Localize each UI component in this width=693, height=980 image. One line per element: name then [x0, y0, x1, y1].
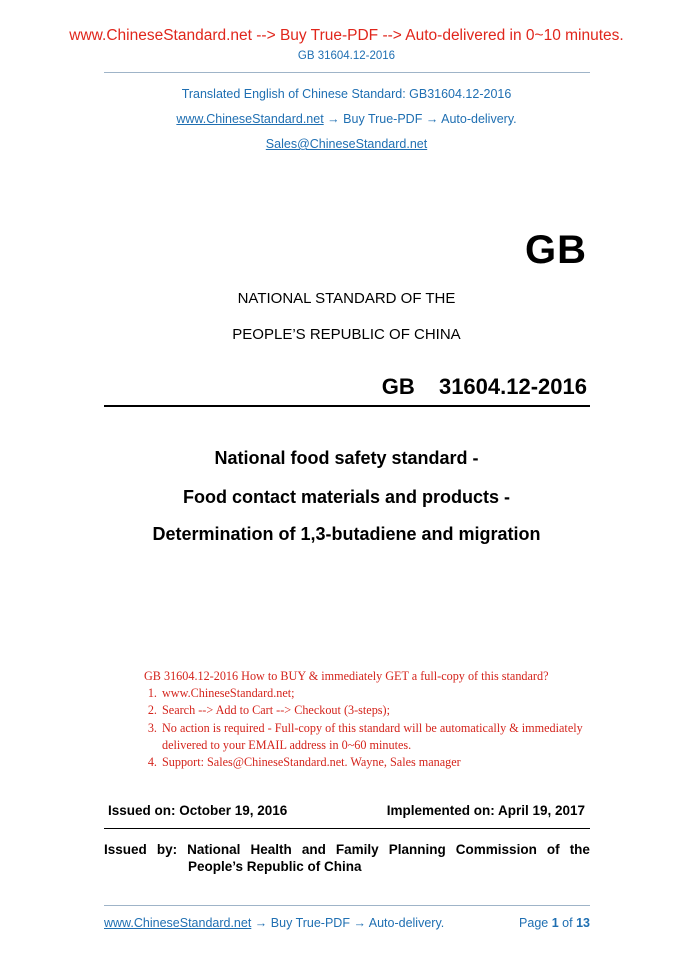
page-label: Page: [519, 916, 549, 930]
purchase-heading: GB 31604.12-2016 How to BUY & immediately GET a full-copy of this standard?: [144, 669, 549, 683]
purchase-step: 4. Support: Sales@ChineseStandard.net. Wayne, Sales manager: [160, 754, 594, 771]
footer-buy-line: [104, 916, 444, 930]
sales-email-link[interactable]: Sales@ChineseStandard.net: [265, 137, 428, 151]
issued-word: of: [546, 842, 560, 857]
purchase-instructions: [144, 668, 594, 771]
title-line1: National food safety standard -: [214, 448, 479, 468]
header-divider: [104, 72, 590, 73]
issued-word: Family: [335, 842, 379, 857]
buy-text: Buy True-PDF: [343, 112, 423, 126]
site-link[interactable]: www.ChineseStandard.net: [176, 112, 324, 126]
page-indicator: [519, 916, 590, 930]
purchase-step: 3. No action is required - Full-copy of this standard will be automatically & immediately delivered to your EMAIL address in 0~60 minutes.: [160, 720, 594, 754]
title-divider: [104, 405, 590, 407]
issued-by-line2: People’s Republic of China: [188, 859, 362, 874]
footer: [104, 916, 590, 930]
delivery-text: Auto-delivery.: [441, 112, 517, 126]
issued-word: National: [187, 842, 241, 857]
footer-divider: [104, 905, 590, 906]
issued-word: and: [301, 842, 326, 857]
issued-on-date: Issued on: October 19, 2016: [108, 803, 288, 818]
issuing-authority: [104, 841, 590, 875]
purchase-step[interactable]: 1. www.ChineseStandard.net;: [160, 685, 594, 702]
arrow-right-icon: →: [327, 112, 340, 126]
footer-delivery-text: Auto-delivery.: [368, 916, 445, 930]
issued-word: Commission: [455, 842, 537, 857]
standard-number: GB 31604.12-2016: [381, 374, 587, 399]
footer-site-link[interactable]: www.ChineseStandard.net: [104, 916, 252, 930]
header-banner[interactable]: www.ChineseStandard.net --> Buy True-PDF --> Auto-delivered in 0~10 minutes.: [69, 27, 624, 44]
issued-word: the: [569, 842, 590, 857]
issued-word: Planning: [388, 842, 446, 857]
title-line2: Food contact materials and products -: [182, 487, 511, 507]
header-standard-code: GB 31604.12-2016: [297, 50, 396, 62]
page-number: 1: [551, 916, 559, 930]
issued-word: Issued: [104, 842, 147, 857]
gb-mark: GB: [525, 228, 587, 272]
arrow-right-icon: →: [353, 916, 366, 930]
arrow-right-icon: →: [254, 916, 268, 930]
national-standard-line2: PEOPLE’S REPUBLIC OF CHINA: [232, 326, 461, 343]
sales-line: [0, 137, 693, 151]
national-standard-line1: NATIONAL STANDARD OF THE: [237, 290, 456, 307]
purchase-step: 2. Search --> Add to Cart --> Checkout (3-steps);: [160, 702, 594, 719]
issued-word: Health: [250, 842, 292, 857]
buy-line: [0, 112, 693, 126]
dates-divider: [104, 828, 590, 829]
of-label: of: [562, 916, 573, 930]
arrow-right-icon: →: [425, 112, 439, 126]
issued-word: by:: [156, 842, 178, 857]
implemented-on-date: Implemented on: April 19, 2017: [386, 803, 585, 818]
page-total: 13: [576, 916, 590, 930]
translated-note: Translated English of Chinese Standard: GB31604.12-2016: [181, 87, 512, 101]
footer-buy-text: Buy True-PDF: [270, 916, 350, 930]
title-line3: Determination of 1,3-butadiene and migration: [152, 524, 541, 544]
